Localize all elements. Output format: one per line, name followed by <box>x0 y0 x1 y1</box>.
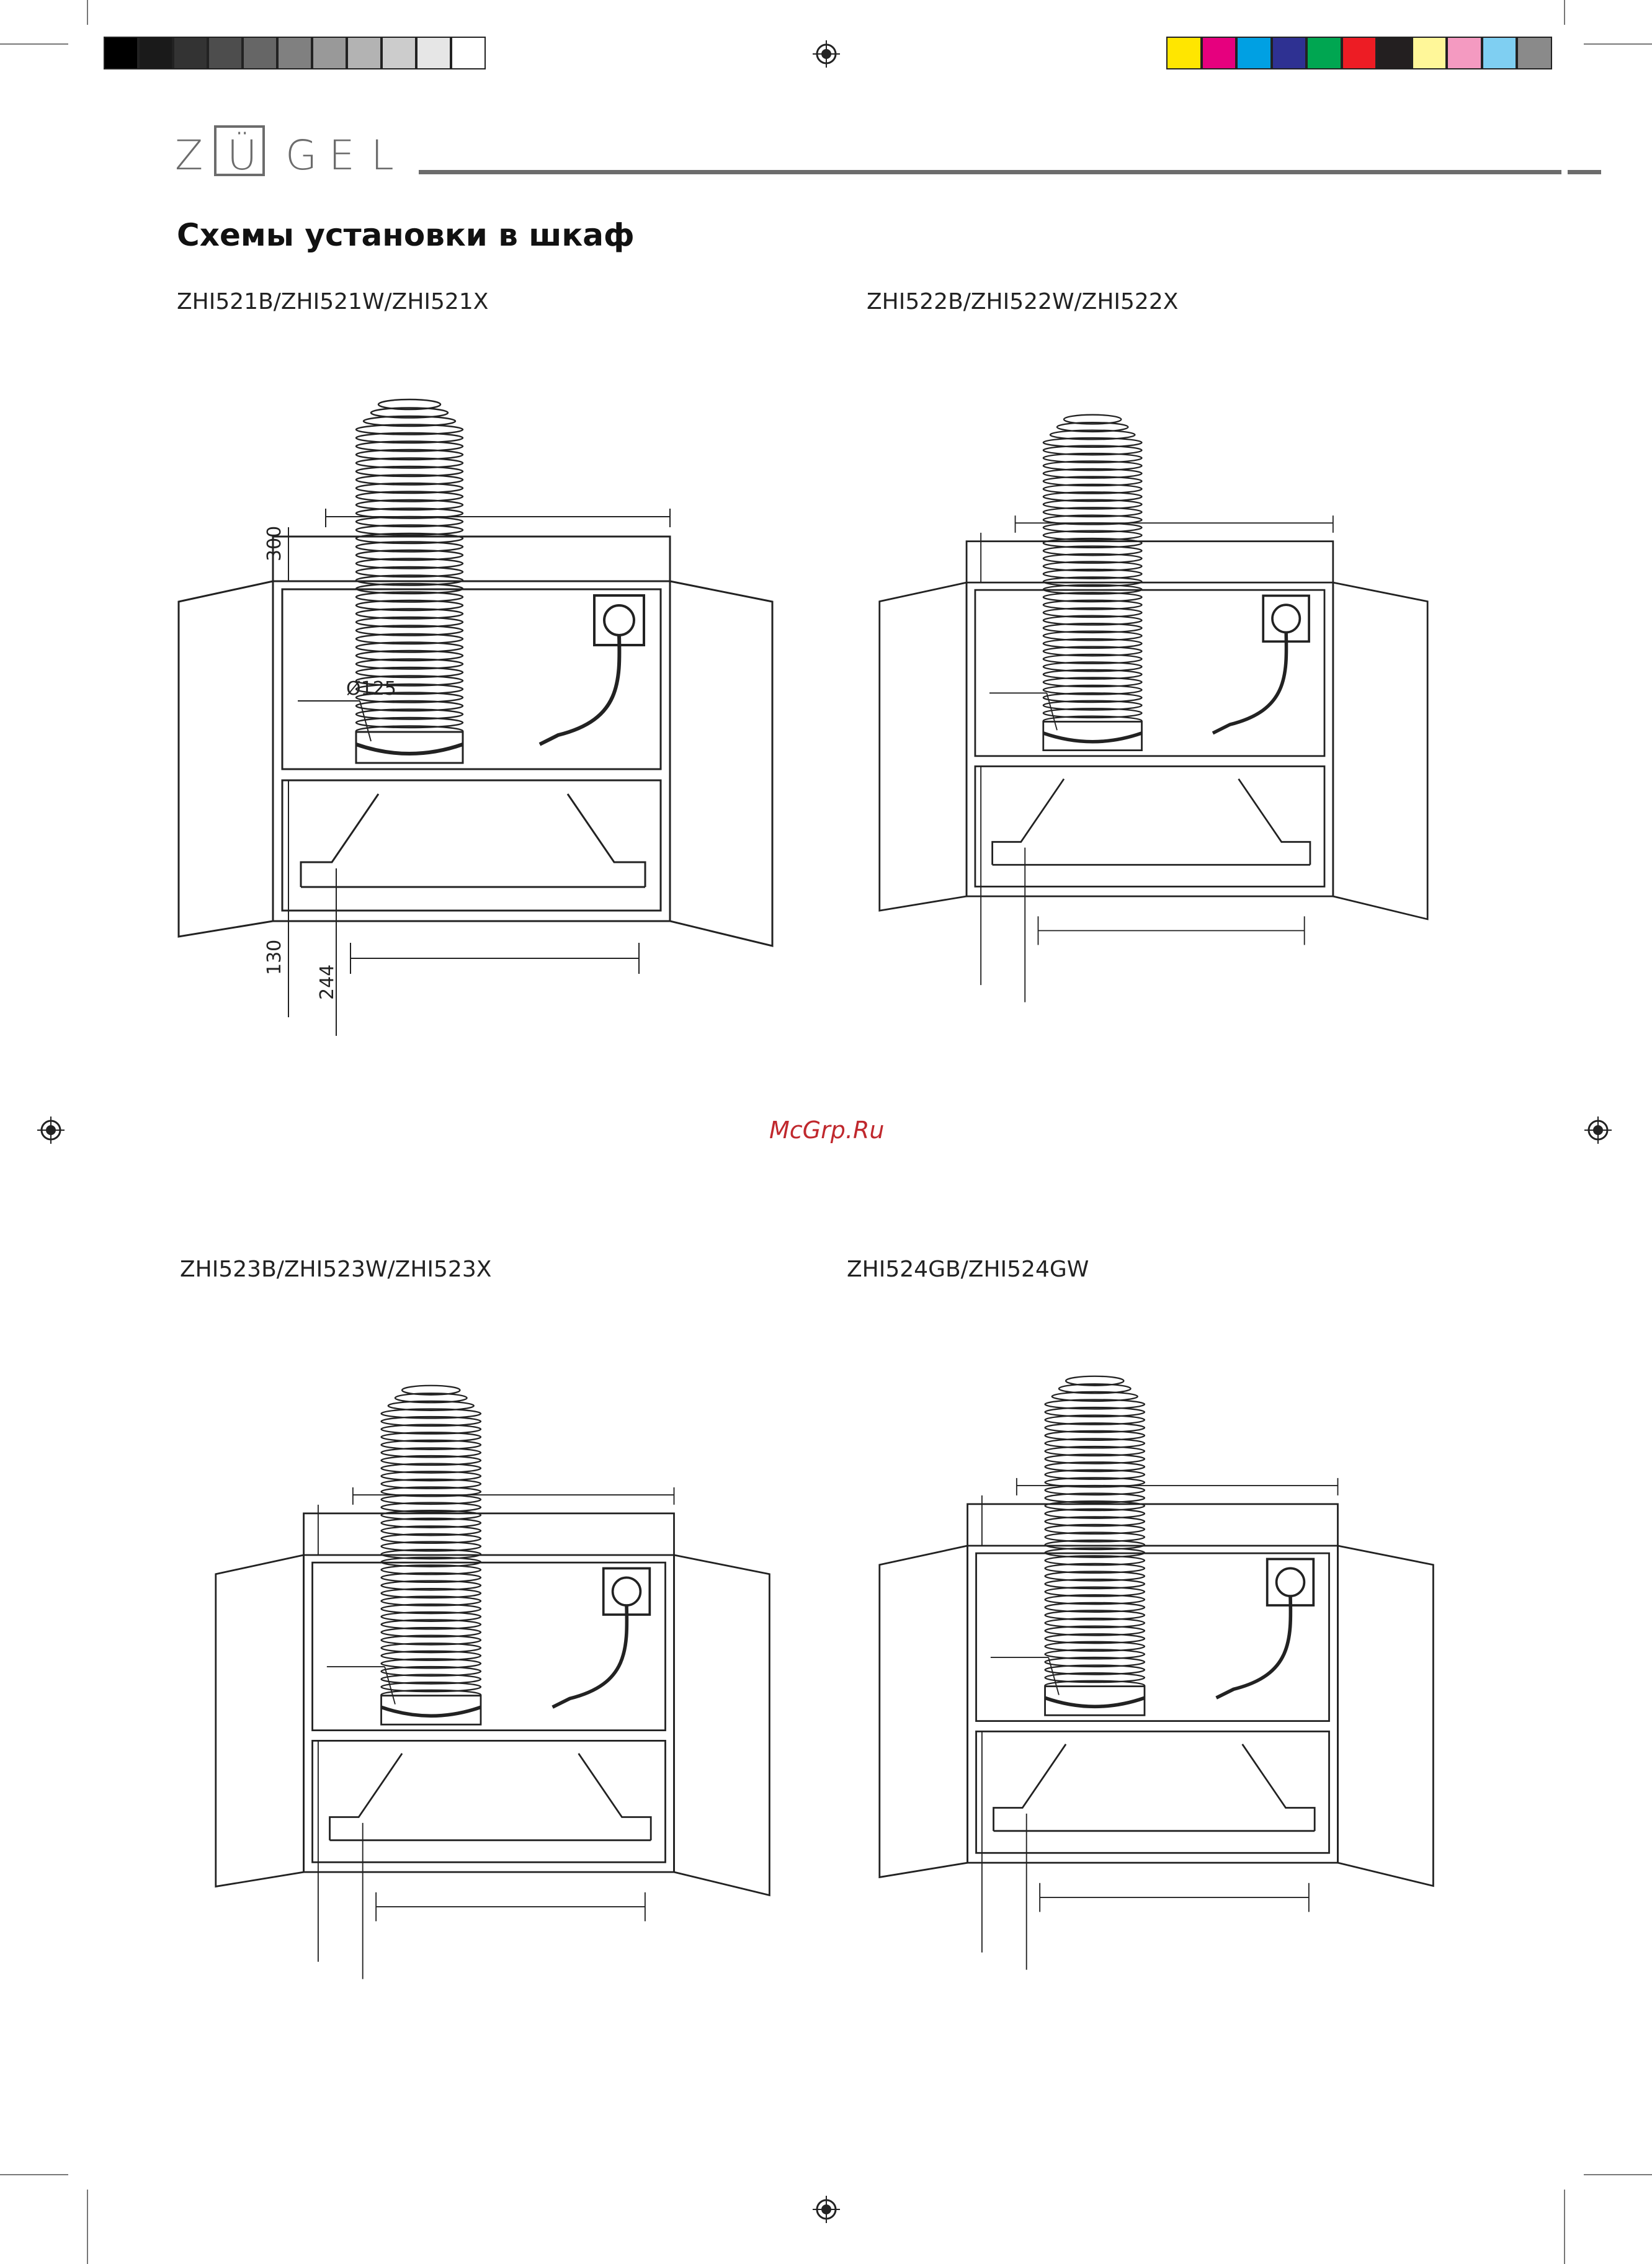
color-swatch <box>1236 37 1272 69</box>
hood-right-side <box>568 794 645 887</box>
gray-swatch <box>104 37 138 69</box>
color-swatch <box>1517 37 1552 69</box>
registration-mark-icon <box>813 2196 840 2223</box>
registration-mark-icon <box>1584 1116 1612 1144</box>
header-rule-end <box>1568 170 1601 174</box>
dimension-label-top: 300 <box>264 525 285 561</box>
crop-mark <box>0 43 68 45</box>
left-door <box>216 1555 304 1886</box>
color-swatch <box>1272 37 1307 69</box>
right-door <box>674 1555 769 1895</box>
registration-mark-icon <box>813 40 840 68</box>
right-door <box>1333 582 1427 919</box>
cabinet-diagram-1 <box>174 397 825 1042</box>
logo-letter: L <box>371 131 394 179</box>
gray-swatch <box>416 37 451 69</box>
color-swatch <box>1447 37 1482 69</box>
logo-letter: Z <box>175 131 203 179</box>
left-door <box>179 581 273 937</box>
model-label: ZHI523B/ZHI523W/ZHI523X <box>180 1257 492 1282</box>
watermark: McGrp.Ru <box>769 1116 885 1144</box>
socket-icon <box>604 605 634 635</box>
cabinet-diagram-3 <box>211 1383 819 1985</box>
gray-swatch <box>312 37 347 69</box>
hood-compartment <box>975 766 1324 886</box>
power-cable <box>1213 632 1287 733</box>
cabinet-diagram-2 <box>875 412 1476 1008</box>
power-cable <box>540 635 619 744</box>
hood-left-side <box>994 1744 1066 1831</box>
gray-swatch <box>138 37 173 69</box>
logo-letter: G <box>285 131 318 179</box>
page-title: Схемы установки в шкаф <box>177 217 635 253</box>
model-label: ZHI522B/ZHI522W/ZHI522X <box>867 289 1179 314</box>
color-swatch <box>1166 37 1202 69</box>
hood-right-side <box>1243 1744 1315 1831</box>
left-door <box>880 582 967 911</box>
hood-compartment <box>976 1731 1329 1853</box>
gray-swatch <box>382 37 416 69</box>
gray-swatch <box>277 37 312 69</box>
model-label: ZHI524GB/ZHI524GW <box>847 1257 1089 1282</box>
dimension-label-bottom-right: 244 <box>316 964 338 1000</box>
logo-letter: Ü <box>227 131 257 179</box>
hood-right-side <box>1239 779 1310 865</box>
dimension-label-diameter: Ø125 <box>346 678 396 700</box>
left-door <box>880 1546 968 1877</box>
right-door <box>1337 1546 1433 1886</box>
gray-swatch <box>243 37 277 69</box>
crop-mark <box>1584 2174 1652 2175</box>
registration-mark-icon <box>37 1116 65 1144</box>
hood-compartment <box>313 1740 666 1862</box>
color-swatch <box>1412 37 1447 69</box>
hood-compartment <box>282 780 661 911</box>
color-swatch <box>1482 37 1517 69</box>
gray-swatch <box>173 37 208 69</box>
color-swatch <box>1342 37 1377 69</box>
gray-swatch <box>347 37 382 69</box>
crop-mark <box>87 0 88 25</box>
gray-swatch <box>451 37 486 69</box>
hood-right-side <box>579 1754 651 1840</box>
crop-mark <box>87 2190 88 2264</box>
socket-icon <box>1277 1568 1305 1596</box>
socket-icon <box>1272 605 1300 632</box>
hood-left-side <box>330 1754 403 1840</box>
color-swatch <box>1202 37 1237 69</box>
socket-icon <box>613 1577 641 1605</box>
crop-mark <box>1564 0 1565 25</box>
crop-mark <box>1564 2190 1565 2264</box>
right-door <box>670 581 772 946</box>
cabinet-diagram-4 <box>875 1374 1483 1976</box>
color-swatch <box>1306 37 1342 69</box>
crop-mark <box>1584 43 1652 45</box>
hood-left-side <box>993 779 1064 865</box>
color-swatch <box>1377 37 1412 69</box>
gray-swatch <box>208 37 243 69</box>
header-rule <box>419 170 1561 174</box>
power-cable <box>553 1605 627 1707</box>
dimension-label-bottom-left: 130 <box>264 939 285 975</box>
crop-mark <box>0 2174 68 2175</box>
power-cable <box>1217 1596 1291 1698</box>
logo-letter: E <box>329 131 355 179</box>
model-label: ZHI521B/ZHI521W/ZHI521X <box>177 289 489 314</box>
hood-left-side <box>301 794 378 887</box>
